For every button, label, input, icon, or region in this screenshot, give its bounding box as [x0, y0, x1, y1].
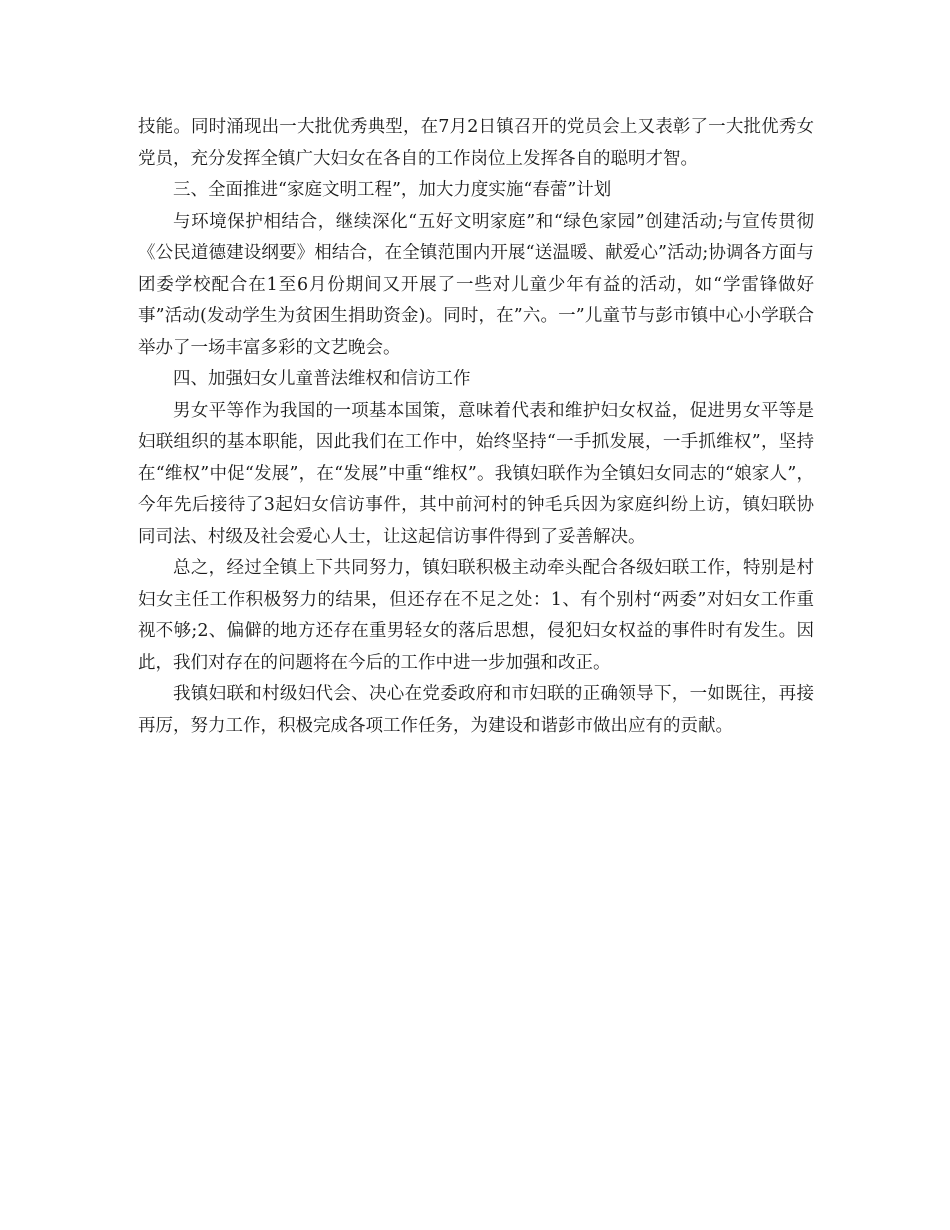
paragraph-closing: 我镇妇联和村级妇代会、决心在党委政府和市妇联的正确领导下，一如既往，再接再厉，努力工作，积极完成各项工作任务，为建设和谐彭市做出应有的贡献。 — [138, 684, 814, 736]
paragraph-summary: 总之，经过全镇上下共同努力，镇妇联积极主动牵头配合各级妇联工作，特别是村妇女主任工作积极努力的结果，但还存在不足之处：1、有个别村“两委”对妇女工作重视不够;2、偏僻的地方还存在重男轻女的落后思想，侵犯妇女权益的事件时有发生。因此，我们对存在的问题将在今后的工作中进一步加强和改正。 — [138, 558, 814, 673]
paragraph-body: 与环境保护相结合，继续深化“五好文明家庭”和“绿色家园”创建活动;与宣传贯彻《公民道德建设纲要》相结合，在全镇范围内开展“送温暖、献爱心”活动;协调各方面与团委学校配合在1至6月份期间又开展了一些对儿童少年有益的活动，如“学雷锋做好事”活动(发动学生为贫困生捐助资金)。同时，在”六。一”儿童节与彭市镇中心小学联合举办了一场丰富多彩的文艺晚会。 — [138, 211, 814, 358]
paragraph-continued: 技能。同时涌现出一大批优秀典型，在7月2日镇召开的党员会上又表彰了一大批优秀女党员，充分发挥全镇广大妇女在各自的工作岗位上发挥各自的聪明才智。 — [138, 117, 814, 169]
paragraph-body: 男女平等作为我国的一项基本国策，意味着代表和维护妇女权益，促进男女平等是妇联组织的基本职能，因此我们在工作中，始终坚持“一手抓发展，一手抓维权”，坚持在“维权”中促“发展”，在“发展”中重“维权”。我镇妇联作为全镇妇女同志的“娘家人”，今年先后接待了3起妇女信访事件，其中前河村的钟毛兵因为家庭纠纷上访，镇妇联协同司法、村级及社会爱心人士，让这起信访事件得到了妥善解决。 — [138, 400, 814, 547]
section-heading-3: 三、全面推进“家庭文明工程”，加大力度实施“春蕾”计划 — [173, 180, 612, 200]
section-heading-4: 四、加强妇女儿童普法维权和信访工作 — [173, 369, 471, 389]
document-body — [138, 112, 814, 742]
